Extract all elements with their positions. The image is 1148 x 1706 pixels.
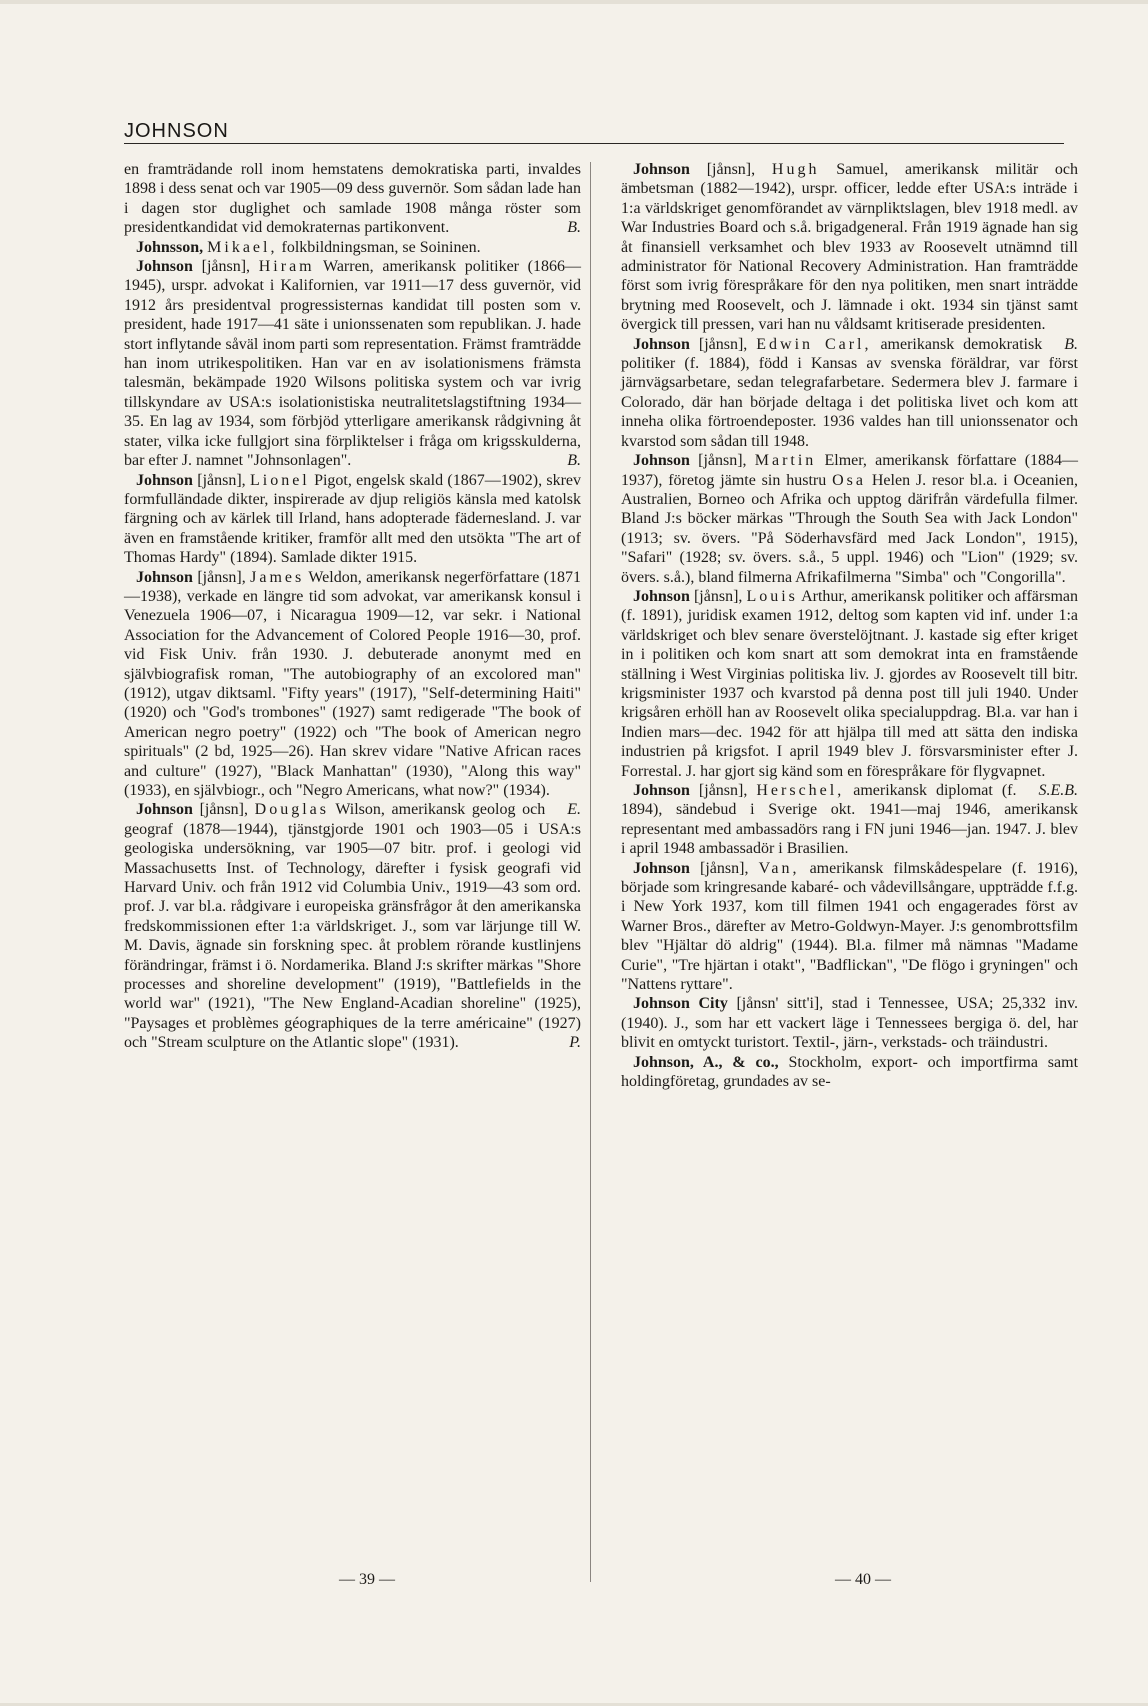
- entry-pronunciation: [jånsn],: [201, 258, 251, 276]
- entry-pronunciation: [jånsn' sitt'i],: [736, 995, 824, 1013]
- entry-forename: Louis: [746, 587, 798, 605]
- entry-van-johnson: [621, 859, 1078, 995]
- entry-mikael-johnsson: [124, 238, 581, 257]
- entry-text: Pigot, engelsk skald (1867—1902), skrev formfulländade dikter, inspirerade av djup religiös känsla med katolsk färgning och av kärlek till Irland, hans adopterade fädernesland. J. var även en framstående kritiker, framför allt med den utsökta "The art of Thomas Hardy" (1894). Samlade dikter 1915.: [124, 471, 582, 567]
- author-signature: S.E.B.: [1038, 782, 1078, 799]
- entry-forename: Herschel,: [756, 782, 845, 799]
- right-column: [621, 160, 1078, 1092]
- entry-text-continued: Helen J. resor bl.a. i Oceanien, Australien, Borneo och Afrika och upptog därifrån värdefulla filmer. Bland J:s böcker märkas "Through the South Sea with Jack London" (1913; sv. övers. "På Söderhavsfärd med Jack London", 1915), "Safari" (1928; sv. övers. s.å., 5 uppl. 1946) och "Lion" (1929; sv. övers. s.å.), bland filmerna Afrikafilmerna "Simba" och "Congorilla".: [621, 471, 1079, 586]
- entry-johnson-city: [621, 994, 1078, 1052]
- author-signature: B.: [567, 219, 581, 237]
- entry-martin-johnson: [621, 451, 1078, 587]
- entry-text: en framträdande roll inom hemstatens demokratiska parti, invaldes 1898 i dess senat och var 1905—09 dess guvernör. Som sådan lade han i dagen stor duglighet och samlade 1908 många röster som presidentkandidat vid demokraternas partikonvent.: [124, 161, 581, 237]
- entry-forename: Hugh: [771, 161, 820, 178]
- page-title: JOHNSON: [124, 120, 229, 142]
- author-signature: B.: [567, 452, 581, 470]
- entry-text: Elmer, amerikansk författare (1884—1937), företog jämte sin hustru: [621, 452, 1079, 489]
- author-signature: P.: [569, 1034, 581, 1052]
- entry-headword: Johnsson,: [136, 238, 204, 256]
- entry-forename: Douglas: [254, 801, 329, 819]
- entry-pronunciation: [jånsn],: [199, 801, 248, 819]
- entry-text: Weldon, amerikansk negerförfattare (1871—1938), verkade en längre tid som advokat, var amerikansk konsul i Venezuela 1906—07, i Nicaragua 1909—12, var sekr. i National Association for the Advancement of Colored People 1916—30, prof. vid Fisk Univ. från 1930. J. debuterade anonymt med en självbiografisk roman, "The autobiography of an excolored man" (1912), utgav diktsaml. "Fifty years" (1917), "Self-determining Haiti" (1920) och "God's trombones" (1927) samt redigerade "The book of American negro poetry" (1922) och "The book of American negro spirituals" (2 bd, 1925—26). Han skrev vidare "Native African races and culture" (1927), "Black Manhattan" (1930), "Along this way" (1933), en självbiogr., och "Negro Americans, what now?" (1934).: [124, 568, 582, 799]
- entry-headword: Johnson: [633, 859, 690, 877]
- entry-forename: Van,: [758, 859, 800, 877]
- entry-edwin-johnson: [621, 335, 1078, 451]
- entry-text: folkbildningsman, se Soininen.: [281, 238, 481, 256]
- entry-headword: Johnson: [136, 471, 193, 489]
- entry-text: Wilson, amerikansk geolog och geograf (1878—1944), tjänstgjorde 1901 och 1903—05 i USA:s geologiska undersökning, var 1905—07 bitr. prof. i geologi vid Massachusetts Inst. of Technology, därefter i fysisk geografi vid Harvard Univ. och från 1912 vid Columbia Univ., 1919—43 som ord. prof. J. var bl.a. rådgivare i europeiska gränsfrågor åt den amerikanska fredskommissionen efter 1:a världskriget. J., som var lärjunge till W. M. Davis, ägnade sin forskning spec. åt problem rörande kustlinjens förändringar, främst i ö. Nordamerika. Bland J:s skrifter märkas "Shore processes and shoreline development" (1919), "Battlefields in the world war" (1921), "The New England-Acadian shoreline" (1925), "Paysages et problèmes géographiques de la terre américaine" (1927) och "Stream sculpture on the Atlantic slope" (1931).: [124, 801, 581, 1052]
- entry-text: Samuel, amerikansk militär och ämbetsman (1882—1942), urspr. officer, ledde efter USA:s inträde i 1:a världskriget genomförandet av värnpliktslagen, blev 1918 medl. av War Industries Board och s.å. brigadgeneral. Från 1919 ägnade han sig åt finansiell verksamhet och blev 1933 av Roosevelt utnämnd till administrator för National Recovery Administration. Han framträdde först som ivrig förespråkare för den nya politiken, men snart inträdde brytning med Roosevelt, och J. lämnade i okt. 1934 sin tjänst samt övergick till pressen, vari han nu våldsamt kritiserade presidenten.: [621, 161, 1079, 334]
- entry-pronunciation: [jånsn],: [197, 568, 246, 586]
- entry-text: Stockholm, export- och importfirma samt holdingföretag, grundades av se-: [621, 1053, 1079, 1091]
- entry-pronunciation: [jånsn],: [698, 782, 748, 799]
- entry-text: amerikansk demokratisk politiker (f. 1884), född i Kansas av svenska föräldrar, var först järnvägsarbetare, sedan telegrafarbetare. Sedermera blev J. farmare i Colorado, där han började deltaga i det politiska livet och kom att inneha olika förtroendeposter. 1936 valdes han till unionssenator och kvarstod som sådan till 1948.: [621, 335, 1078, 450]
- entry-text: Arthur, amerikansk politiker och affärsman (f. 1891), juridisk examen 1912, deltog som kapten vid inf. under 1:a världskriget och blev senare överstelöjtnant. J. kastade sig efter kriget in i politiken och kom snart att som demokrat inta en framstående ställning i West Virginias politiska liv. J. gjordes av Roosevelt till bitr. krigsminister 1937 och kvarstod på denna post till juli 1940. Under krigsåren erhöll han av Roosevelt olika specialuppdrag. Bl.a. var han i Indien mars—dec. 1942 för att hjälpa till med att sätta den indiska industrien på krigsfot. I april 1949 blev J. försvarsminister efter J. Forrestal. J. har gjort sig känd som en förespråkare för flygvapnet.: [621, 587, 1079, 780]
- entry-douglas-johnson: [124, 800, 581, 1052]
- entry-headword: Johnson: [136, 801, 193, 819]
- entry-pronunciation: [jånsn],: [197, 471, 246, 489]
- entry-pronunciation: [jånsn],: [700, 859, 749, 877]
- entry-forename: Lionel: [249, 471, 310, 489]
- entry-pronunciation: [jånsn],: [693, 587, 743, 605]
- entry-text: amerikansk filmskådespelare (f. 1916), började som kringresande kabaré- och vådevillsångare, uppträdde f.f.g. i New York 1937, kom till filmen 1941 och engagerades först av Warner Bros., därefter av Metro-Goldwyn-Mayer. J:s genombrottsfilm blev "Hjältar dö aldrig" (1944). Bl.a. filmer må nämnas "Madame Curie", "Tre hjärtan i otakt", "Badflickan", "De flögo i gryningen" och "Nattens ryttare".: [621, 859, 1079, 994]
- page-number-right: — 40 —: [835, 1571, 891, 1588]
- entry-text: amerikansk diplomat (f. 1894), sändebud i Sverige okt. 1941—maj 1946, amerikansk representant med ambassadörs rang i FN juni 1946—jan. 1947. J. blev i april 1948 ambassadör i Brasilien.: [621, 782, 1078, 858]
- entry-forename: Martin: [754, 452, 817, 470]
- entry-forename: Hiram: [258, 258, 315, 276]
- entry-forename: James: [250, 568, 305, 586]
- entry-forename-osa: Osa: [832, 471, 866, 489]
- entry-headword: Johnson: [633, 335, 690, 353]
- entry-text: stad i Tennessee, USA; 25,332 inv. (1940). J., som har ett vackert läge i Tennessees bergiga ö. del, har blivit en omtyckt turistort. Textil-, järn-, verkstads- och träindustri.: [621, 995, 1079, 1052]
- left-column: [124, 160, 581, 1053]
- author-signature: E.: [567, 801, 581, 819]
- running-header: [124, 120, 1064, 144]
- entry-forename: Mikael,: [207, 238, 278, 256]
- entry-headword: Johnson, A., & co.,: [633, 1053, 779, 1071]
- page-edge: [0, 0, 1148, 4]
- author-signature: B.: [1064, 335, 1078, 353]
- entry-headword: Johnson: [633, 782, 690, 799]
- entry-herschel-johnson: [621, 781, 1078, 859]
- entry-pronunciation: [jånsn],: [698, 452, 747, 470]
- entry-lionel-johnson: [124, 471, 581, 568]
- entry-continuation: [124, 160, 581, 238]
- entry-johnson-a-co: [621, 1053, 1078, 1092]
- entry-pronunciation: [jånsn],: [706, 161, 756, 178]
- entry-headword: Johnson: [633, 452, 690, 470]
- page-number-left: — 39 —: [339, 1571, 395, 1588]
- column-divider: [590, 162, 591, 1582]
- entry-headword: Johnson City: [633, 995, 728, 1013]
- entry-hiram-johnson: [124, 257, 581, 470]
- entry-headword: Johnson: [136, 568, 193, 586]
- entry-headword: Johnson: [633, 161, 690, 178]
- entry-forename: Edwin Carl,: [756, 335, 872, 353]
- entry-text: Warren, amerikansk politiker (1866—1945), urspr. advokat i Kalifornien, var 1911—17 dess guvernör, vid 1912 års presidentval progressisternas kandidat till posten som v. president, hade 1917—41 säte i unionssenaten som republikan. J. hade stort inflytande såväl inom parti som representation. Främst framträdde han inom utrikespolitiken. Han var en av isolationismens främsta talesmän, bekämpade 1920 Wilsons politiska system och var ivrig tillskyndare av USA:s isolationistiska neutralitetslagstiftning 1934—35. En lag av 1934, som förbjöd ytterligare amerikansk rådgivning åt stater, vilka icke fullgjort sina förpliktelser i fråga om krigsskulderna, bar efter J. namnet "Johnsonlagen".: [124, 258, 582, 470]
- entry-headword: Johnson: [633, 587, 690, 605]
- entry-headword: Johnson: [136, 258, 193, 276]
- entry-pronunciation: [jånsn],: [698, 335, 748, 353]
